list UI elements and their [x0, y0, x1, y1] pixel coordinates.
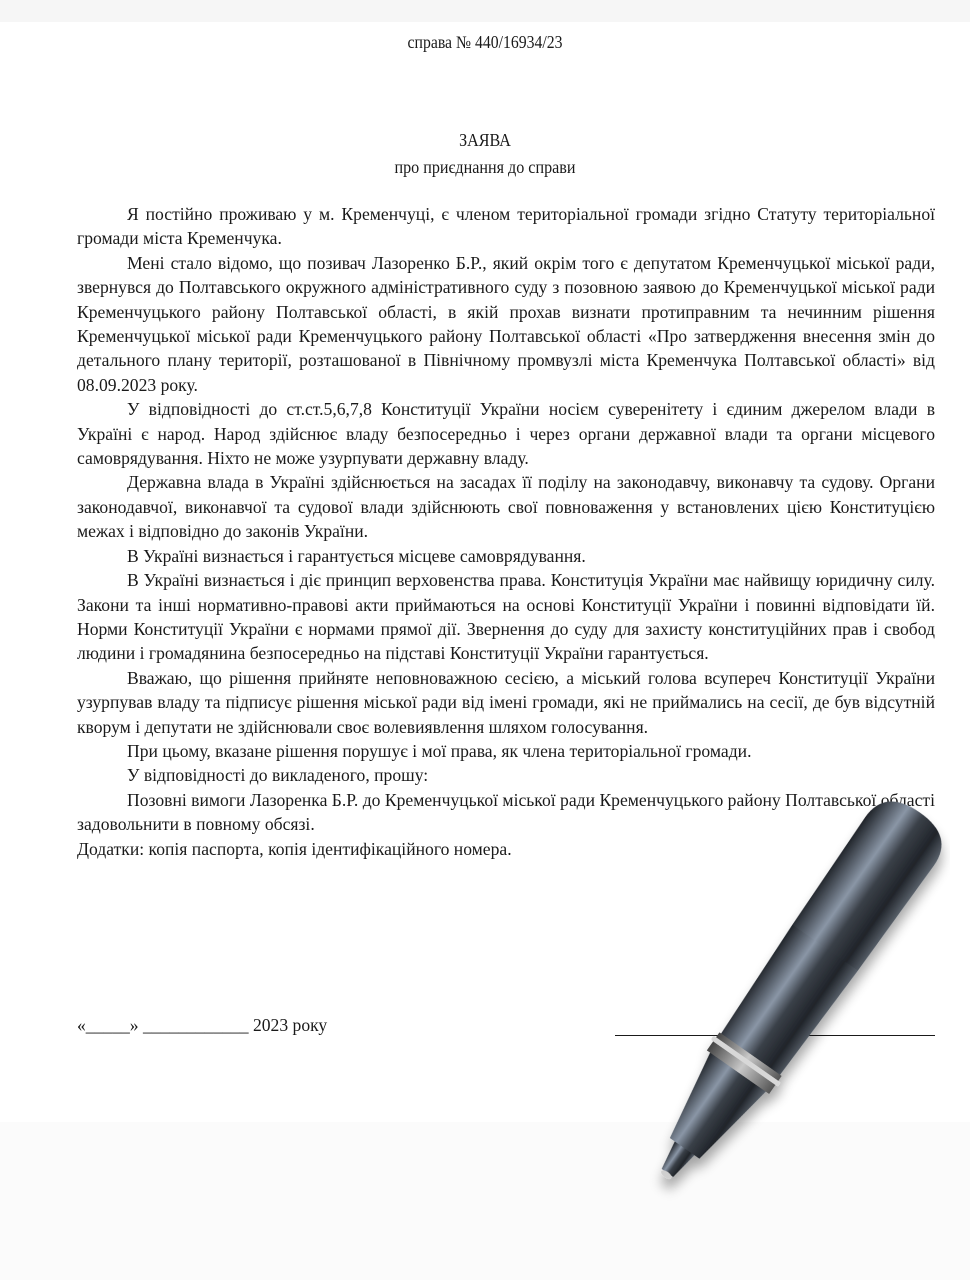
paragraph: Я постійно проживаю у м. Кременчуці, є членом територіальної громади згідно Статуту територіальної громади міста Кременчука.	[77, 204, 935, 249]
paragraph: У відповідності до викладеного, прошу:	[127, 765, 429, 786]
paragraph: В Україні визнається і гарантується місцеве самоврядування.	[127, 545, 586, 566]
paragraph: В Україні визнається і діє принцип верховенства права. Конституція України має найвищу юридичну силу. Закони та інші нормативно-правові акти приймаються на основі Конституції України і повинні відповідати їй. Норми Конституції України є нормами прямої дії. Звернення до суду для захисту конституційних прав і свобод людини і громадянина безпосередньо на підставі Конституції України гарантується.	[77, 570, 935, 664]
date-line: «_____» ____________ 2023 року	[77, 1015, 328, 1035]
paragraph: При цьому, вказане рішення порушує і мої права, як члена територіальної громади.	[127, 740, 752, 761]
document-title: ЗАЯВА	[459, 130, 511, 150]
attachments: Додатки: копія паспорта, копія ідентифікаційного номера.	[77, 838, 512, 859]
paragraph: У відповідності до ст.ст.5,6,7,8 Конституції України носієм суверенітету і єдиним джерелом влади в Україні є народ. Народ здійснює владу безпосередньо і через органи державної влади та органи місцевого самоврядування. Ніхто не може узурпувати державну владу.	[77, 399, 935, 469]
document-subtitle: про приєднання до справи	[394, 157, 576, 177]
top-band	[0, 0, 970, 22]
paragraph: Вважаю, що рішення прийняте неповноважною сесією, а міський голова всупереч Конституції України узурпував владу та підписує рішення міської ради від імені громади, які не приймались на сесії, де був відсутній кворум і депутати не здійснювали своє волевиявлення шляхом голосування.	[77, 667, 935, 737]
paragraph: Державна влада в Україні здійснюється на засадах її поділу на законодавчу, виконавчу та судову. Органи законодавчої, виконавчої та судової влади здійснюють свої повноваження у встановлених цією Конституцією межах і відповідно до законів України.	[77, 472, 935, 542]
case-number: справа № 440/16934/23	[407, 32, 563, 52]
document-body	[77, 202, 935, 861]
pen-icon	[620, 795, 950, 1215]
paragraph: Мені стало відомо, що позивач Лазоренко Б.Р., який окрім того є депутатом Кременчуцької міської ради, звернувся до Полтавського окружного адміністративного суду з позовною заявою до Кременчуцької міської ради Кременчуцького району Полтавської області, в якій прохав визнати протиправним та нечинним рішення Кременчуцької міської ради Кременчуцького району Полтавської області «Про затвердження внесення змін до детального плану території, розташованої в Північному промвузлі міста Кременчука Полтавської області» від 08.09.2023 року.	[77, 252, 935, 395]
paragraph: Позовні вимоги Лазоренка Б.Р. до Кременчуцької міської ради Кременчуцького району Полтавської області задовольнити в повному обсязі.	[77, 789, 935, 835]
